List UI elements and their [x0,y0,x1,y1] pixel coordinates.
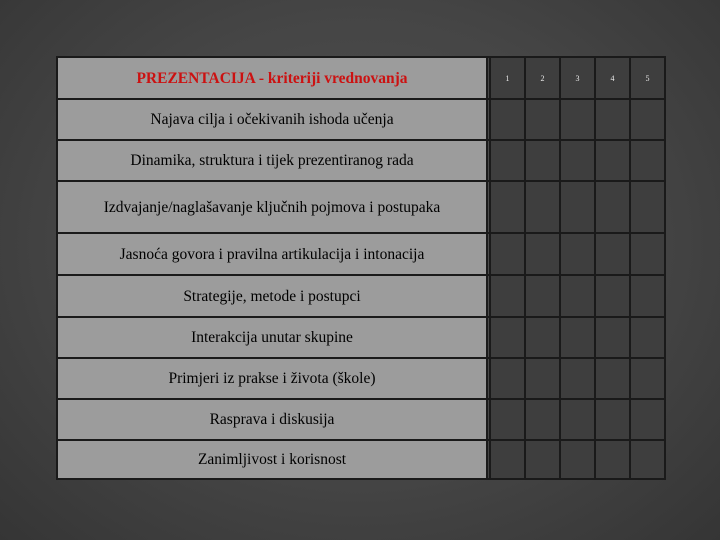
score-cell[interactable] [595,317,630,358]
score-cell[interactable] [525,399,560,440]
table-title: PREZENTACIJA - kriteriji vrednovanja [57,57,487,99]
score-cell[interactable] [595,140,630,181]
score-cell[interactable] [490,181,525,233]
table-row [57,140,665,181]
table-row [57,358,665,399]
score-cell[interactable] [560,317,595,358]
score-cell[interactable] [490,317,525,358]
header-row [57,57,665,99]
score-cell[interactable] [630,99,665,140]
evaluation-table [56,56,666,480]
criterion-label: Primjeri iz prakse i života (škole) [57,358,487,399]
score-cell[interactable] [490,140,525,181]
criterion-label: Rasprava i diskusija [57,399,487,440]
table-row [57,275,665,317]
score-cell[interactable] [595,399,630,440]
score-cell[interactable] [525,140,560,181]
table-row [57,317,665,358]
score-cell[interactable] [490,399,525,440]
score-cell[interactable] [490,233,525,275]
table-row [57,399,665,440]
score-cell[interactable] [595,440,630,479]
score-cell[interactable] [630,275,665,317]
score-cell[interactable] [560,275,595,317]
table-row [57,181,665,233]
score-cell[interactable] [630,317,665,358]
score-cell[interactable] [490,358,525,399]
score-cell[interactable] [525,275,560,317]
score-cell[interactable] [525,233,560,275]
score-cell[interactable] [525,440,560,479]
score-header-2: 2 [525,57,560,99]
score-cell[interactable] [560,358,595,399]
score-cell[interactable] [560,140,595,181]
criterion-label: Interakcija unutar skupine [57,317,487,358]
table-row [57,233,665,275]
score-cell[interactable] [560,99,595,140]
score-cell[interactable] [525,99,560,140]
score-cell[interactable] [525,181,560,233]
criterion-label: Dinamika, struktura i tijek prezentiranog rada [57,140,487,181]
score-cell[interactable] [630,233,665,275]
criterion-label: Najava cilja i očekivanih ishoda učenja [57,99,487,140]
score-header-5: 5 [630,57,665,99]
criterion-label: Strategije, metode i postupci [57,275,487,317]
criterion-label: Izdvajanje/naglašavanje ključnih pojmova i postupaka [57,181,487,233]
score-header-4: 4 [595,57,630,99]
criterion-label: Zanimljivost i korisnost [57,440,487,479]
score-cell[interactable] [630,181,665,233]
table-row [57,440,665,479]
score-cell[interactable] [560,181,595,233]
score-cell[interactable] [595,233,630,275]
score-cell[interactable] [525,358,560,399]
table-row [57,99,665,140]
score-cell[interactable] [595,275,630,317]
score-cell[interactable] [595,358,630,399]
score-cell[interactable] [595,181,630,233]
score-cell[interactable] [630,399,665,440]
score-cell[interactable] [560,399,595,440]
score-cell[interactable] [490,275,525,317]
score-header-1: 1 [490,57,525,99]
score-cell[interactable] [630,440,665,479]
score-cell[interactable] [490,99,525,140]
score-header-3: 3 [560,57,595,99]
score-cell[interactable] [560,440,595,479]
score-cell[interactable] [630,358,665,399]
score-cell[interactable] [525,317,560,358]
score-cell[interactable] [560,233,595,275]
score-cell[interactable] [490,440,525,479]
score-cell[interactable] [630,140,665,181]
score-cell[interactable] [595,99,630,140]
criterion-label: Jasnoća govora i pravilna artikulacija i intonacija [57,233,487,275]
